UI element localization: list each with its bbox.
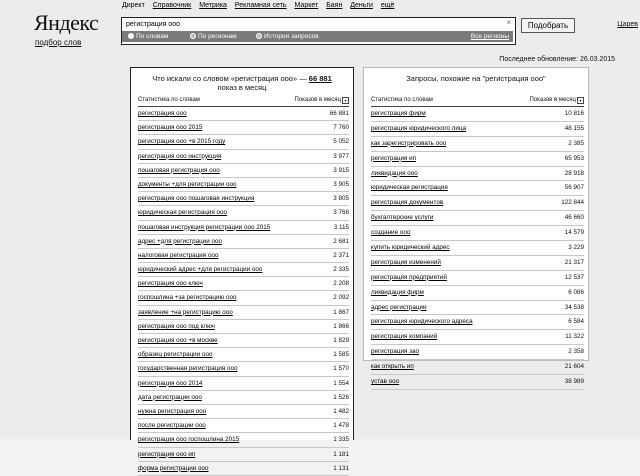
shows-count: 6 584 bbox=[568, 318, 584, 326]
right-panel-title bbox=[364, 74, 588, 96]
shows-count: 28 918 bbox=[564, 169, 584, 177]
table-row bbox=[138, 433, 349, 447]
table-row bbox=[138, 320, 349, 334]
shows-count: 48 155 bbox=[564, 124, 584, 132]
query-link[interactable]: купить юридический адрес bbox=[371, 244, 450, 252]
shows-count: 46 660 bbox=[564, 214, 584, 222]
shows-count: 2 681 bbox=[333, 237, 349, 245]
shows-count: 1 181 bbox=[333, 450, 349, 458]
mode-history[interactable] bbox=[256, 33, 319, 40]
shows-count: 2 208 bbox=[333, 280, 349, 288]
table-row bbox=[138, 462, 349, 476]
mode-label: По словам bbox=[136, 33, 169, 40]
table-row bbox=[371, 301, 584, 316]
table-row bbox=[371, 137, 584, 152]
query-link[interactable]: регистрация ооо bbox=[138, 110, 187, 117]
col-query-header: Статистика по словам bbox=[138, 97, 200, 103]
search-box bbox=[121, 17, 516, 45]
shows-count: 66 881 bbox=[329, 110, 349, 117]
regions-link[interactable]: Все регионы bbox=[470, 33, 509, 40]
shows-count: 3 229 bbox=[568, 244, 584, 252]
col-query-header: Статистика по словам bbox=[371, 97, 433, 103]
column-header bbox=[371, 96, 584, 107]
table-row bbox=[138, 178, 349, 192]
query-link[interactable]: юридическая регистрация bbox=[371, 184, 448, 192]
query-link[interactable]: адрес регистрации bbox=[371, 303, 427, 311]
table-row bbox=[371, 181, 584, 196]
query-link[interactable]: регистрация юридического лица bbox=[371, 124, 467, 132]
shows-count: 3 977 bbox=[333, 152, 349, 160]
shows-count: 1 554 bbox=[333, 379, 349, 387]
shows-count: 12 537 bbox=[564, 273, 584, 281]
query-link[interactable]: юридическая регистрация ооо bbox=[138, 209, 228, 217]
mode-by-regions[interactable] bbox=[190, 33, 237, 40]
clear-icon[interactable]: × bbox=[506, 18, 511, 27]
table-row bbox=[371, 122, 584, 137]
col-shows-label: Показов в месяц bbox=[529, 97, 576, 103]
shows-count: 6 086 bbox=[568, 288, 584, 296]
radio-selected-icon bbox=[128, 33, 134, 39]
col-shows-label: Показов в месяц bbox=[294, 97, 341, 103]
query-link[interactable]: регистрация ооо +в 2015 году bbox=[138, 138, 226, 146]
top-nav bbox=[122, 2, 400, 9]
query-link[interactable]: регистрация юридического адреса bbox=[371, 318, 473, 326]
table-row bbox=[138, 135, 349, 149]
nav-market[interactable]: Маркет bbox=[294, 2, 319, 9]
query-link[interactable]: адрес +для регистрации ооо bbox=[138, 237, 223, 245]
query-link[interactable]: как зарегистрировать ооо bbox=[371, 139, 447, 147]
query-link[interactable]: заявление +на регистрацию ооо bbox=[138, 308, 233, 316]
table-row bbox=[371, 167, 584, 182]
table-row bbox=[371, 345, 584, 360]
table-row bbox=[138, 235, 349, 249]
query-link[interactable]: регистрация зао bbox=[371, 348, 420, 356]
nav-directory[interactable]: Справочник bbox=[152, 2, 192, 9]
query-link[interactable]: создание ооо bbox=[371, 229, 411, 237]
query-link[interactable]: регистрация ип bbox=[371, 154, 417, 162]
table-row bbox=[138, 192, 349, 206]
shows-count: 1 131 bbox=[333, 464, 349, 472]
shows-count: 1 482 bbox=[333, 407, 349, 415]
table-row bbox=[138, 362, 349, 376]
table-row bbox=[371, 256, 584, 271]
nav-more[interactable]: ещё bbox=[380, 2, 395, 9]
shows-count: 2 371 bbox=[333, 251, 349, 259]
table-row bbox=[371, 152, 584, 167]
shows-count: 3 768 bbox=[333, 209, 349, 217]
table-row bbox=[138, 107, 349, 121]
shows-count: 14 579 bbox=[564, 229, 584, 237]
shows-count: 7 760 bbox=[333, 124, 349, 132]
table-row bbox=[138, 391, 349, 405]
shows-count: 3 915 bbox=[333, 166, 349, 174]
search-mode-bar bbox=[122, 31, 513, 42]
query-link[interactable]: госпошлина +за регистрацию ооо bbox=[138, 294, 237, 302]
table-row bbox=[371, 196, 584, 211]
query-link[interactable]: государственная регистрация ооо bbox=[138, 365, 238, 373]
sort-icon[interactable]: ▾ bbox=[342, 97, 349, 104]
shows-count: 1 866 bbox=[333, 322, 349, 330]
shows-count: 5 052 bbox=[333, 138, 349, 146]
table-row bbox=[371, 211, 584, 226]
query-link[interactable]: ликвидация фирм bbox=[371, 288, 424, 296]
total-count[interactable]: 66 881 bbox=[308, 74, 332, 83]
table-row bbox=[138, 206, 349, 220]
table-row bbox=[138, 263, 349, 277]
query-link[interactable]: бухгалтерские услуги bbox=[371, 214, 434, 222]
shows-count: 2 092 bbox=[333, 294, 349, 302]
table-row bbox=[138, 334, 349, 348]
table-row bbox=[138, 348, 349, 362]
shows-count: 1 585 bbox=[333, 351, 349, 359]
table-row bbox=[138, 419, 349, 433]
query-link[interactable]: регистрация ооо пошаговая инструкция bbox=[138, 195, 255, 203]
shows-count: 1 570 bbox=[333, 365, 349, 373]
query-link[interactable]: регистрация ооо инструкция bbox=[138, 152, 222, 160]
table-row bbox=[371, 360, 584, 375]
column-header bbox=[138, 96, 349, 107]
submit-button[interactable]: Подобрать bbox=[521, 18, 575, 33]
table-row bbox=[371, 107, 584, 122]
radio-icon bbox=[190, 33, 196, 39]
col-shows-header[interactable] bbox=[294, 97, 349, 104]
table-row bbox=[138, 150, 349, 164]
table-row bbox=[371, 226, 584, 241]
right-table bbox=[371, 107, 584, 390]
shows-count: 2 358 bbox=[568, 348, 584, 356]
nav-money[interactable]: Деньги bbox=[350, 2, 373, 9]
shows-count: 1 478 bbox=[333, 422, 349, 430]
shows-count: 3 905 bbox=[333, 180, 349, 188]
table-row bbox=[371, 241, 584, 256]
sort-icon[interactable]: ▾ bbox=[577, 97, 584, 104]
table-row bbox=[138, 291, 349, 305]
nav-metrika[interactable]: Метрика bbox=[199, 2, 227, 9]
shows-count: 1 829 bbox=[333, 337, 349, 344]
table-row bbox=[138, 448, 349, 462]
shows-count: 3 805 bbox=[333, 195, 349, 203]
left-panel-title bbox=[131, 74, 353, 96]
table-row bbox=[371, 375, 584, 390]
query-link[interactable]: пошаговая регистрация ооо bbox=[138, 166, 220, 174]
query-link[interactable]: регистрация ооо госпошлина 2015 bbox=[138, 436, 240, 444]
query-link[interactable]: регистрация ооо ип bbox=[138, 450, 196, 458]
yandex-logo[interactable]: Яндекс bbox=[34, 10, 99, 35]
nav-direct[interactable]: Директ bbox=[122, 2, 145, 9]
table-row bbox=[138, 249, 349, 263]
nav-bayan[interactable]: Баян bbox=[326, 2, 343, 9]
table-row bbox=[138, 377, 349, 391]
nav-ad-network[interactable]: Рекламная сеть bbox=[234, 2, 287, 9]
table-row bbox=[371, 315, 584, 330]
table-row bbox=[138, 121, 349, 135]
last-updated: Последнее обновление: 26.03.2015 bbox=[499, 56, 615, 63]
table-row bbox=[138, 164, 349, 178]
query-link[interactable]: налоговая регистрация ооо bbox=[138, 251, 219, 259]
shows-count: 2 335 bbox=[333, 266, 349, 274]
right-panel bbox=[363, 67, 589, 386]
query-link[interactable]: регистрация ооо +в москве bbox=[138, 337, 218, 344]
shows-count: 65 953 bbox=[564, 154, 584, 162]
user-link[interactable]: Царев bbox=[617, 21, 638, 28]
table-row bbox=[138, 306, 349, 320]
query-link[interactable]: регистрация ооо 2014 bbox=[138, 379, 203, 387]
query-link[interactable]: как открыть ип bbox=[371, 363, 414, 371]
query-link[interactable]: регистрация изменений bbox=[371, 258, 441, 266]
table-row bbox=[138, 405, 349, 419]
shows-count: 122 844 bbox=[561, 199, 584, 207]
mode-label: По регионам bbox=[198, 33, 237, 40]
radio-icon bbox=[256, 33, 262, 39]
query-link[interactable]: юридический адрес +для регистрации ооо bbox=[138, 266, 263, 274]
title-text: показ в месяц bbox=[217, 83, 267, 92]
table-row bbox=[138, 277, 349, 291]
query-link[interactable]: после регистрации ооо bbox=[138, 422, 206, 430]
shows-count: 1 526 bbox=[333, 393, 349, 401]
shows-count: 34 538 bbox=[564, 303, 584, 311]
query-link[interactable]: регистрация ооо под ключ bbox=[138, 322, 215, 330]
table-row bbox=[371, 286, 584, 301]
title-text: Запросы, похожие на "регистрация ооо" bbox=[406, 74, 546, 83]
table-row bbox=[371, 271, 584, 286]
shows-count: 1 867 bbox=[333, 308, 349, 316]
left-table bbox=[138, 107, 349, 476]
query-link[interactable]: образец регистрации ооо bbox=[138, 351, 213, 359]
shows-count: 11 322 bbox=[565, 333, 584, 341]
left-panel bbox=[130, 67, 354, 472]
query-link[interactable]: регистрация компаний bbox=[371, 333, 438, 341]
search-input[interactable] bbox=[124, 19, 508, 30]
query-link[interactable]: регистрация ооо ключ bbox=[138, 280, 203, 288]
service-link[interactable]: подбор слов bbox=[35, 38, 82, 47]
col-shows-header[interactable] bbox=[529, 97, 584, 104]
query-link[interactable]: документы +для регистрации ооо bbox=[138, 180, 237, 188]
query-link[interactable]: регистрация фирм bbox=[371, 110, 426, 117]
query-link[interactable]: регистрация предприятий bbox=[371, 273, 447, 281]
query-link[interactable]: устав ооо bbox=[371, 378, 400, 386]
query-link[interactable]: ликвидация ооо bbox=[371, 169, 418, 177]
shows-count: 56 907 bbox=[564, 184, 584, 192]
shows-count: 2 385 bbox=[568, 139, 584, 147]
mode-by-words[interactable] bbox=[128, 33, 168, 40]
shows-count: 1 335 bbox=[333, 436, 349, 444]
query-link[interactable]: регистрация ооо 2015 bbox=[138, 124, 203, 132]
query-link[interactable]: нужна регистрация ооо bbox=[138, 407, 207, 415]
mode-label: История запросов bbox=[264, 33, 319, 40]
query-link[interactable]: пошаговая инструкция регистрации ооо 2015 bbox=[138, 223, 271, 231]
shows-count: 21 604 bbox=[564, 363, 584, 371]
table-row bbox=[371, 330, 584, 345]
shows-count: 3 115 bbox=[333, 223, 349, 231]
query-link[interactable]: регистрация документов bbox=[371, 199, 444, 207]
shows-count: 10 816 bbox=[564, 110, 584, 117]
query-link[interactable]: дата регистрации ооо bbox=[138, 393, 202, 401]
title-text: Что искали со словом «регистрация ооо» — bbox=[152, 74, 309, 83]
shows-count: 21 317 bbox=[564, 258, 584, 266]
query-link[interactable]: форма регистрации ооо bbox=[138, 464, 209, 472]
table-row bbox=[138, 221, 349, 235]
shows-count: 38 989 bbox=[564, 378, 584, 386]
